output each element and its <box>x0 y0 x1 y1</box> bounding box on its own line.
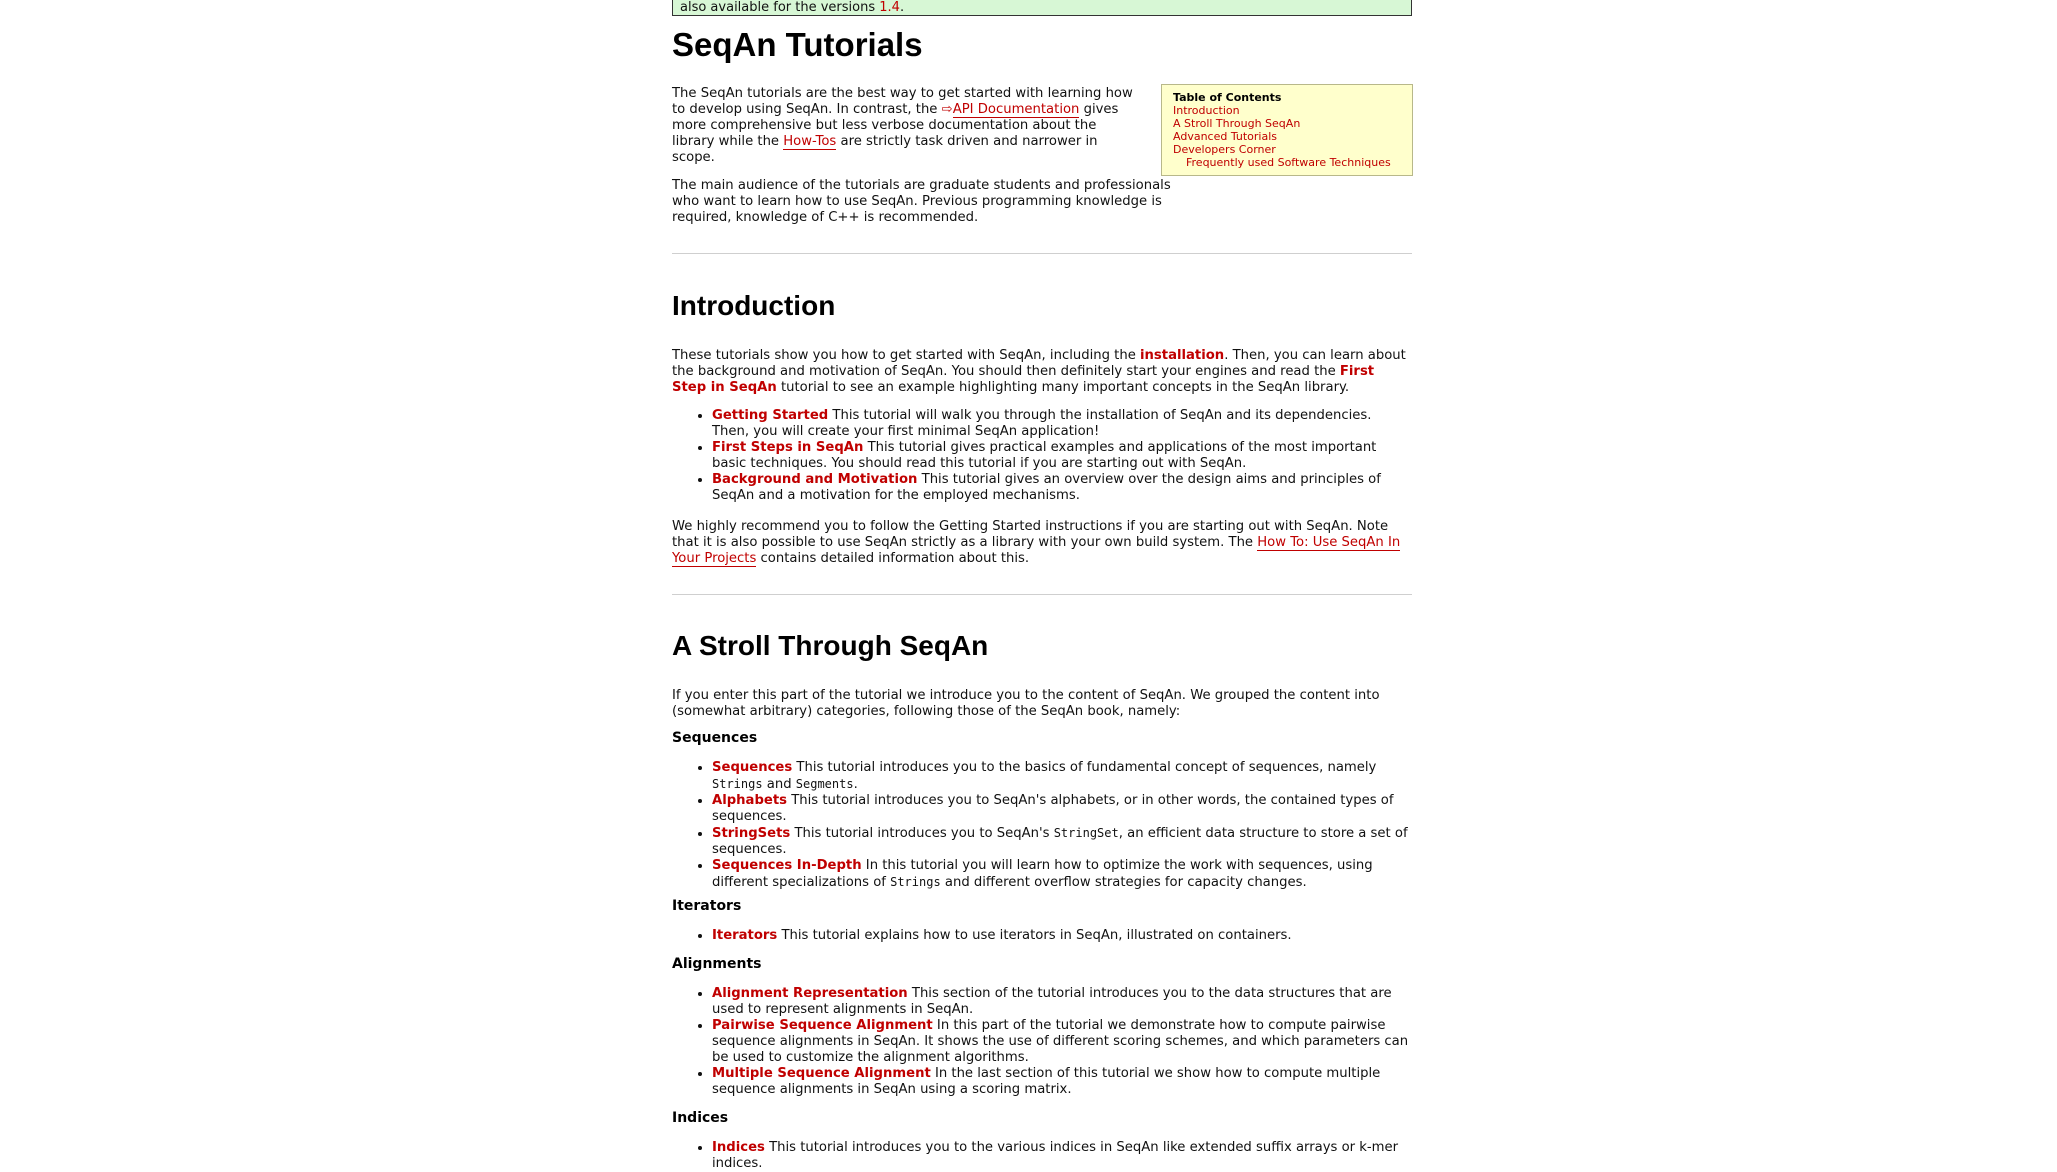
list-item: • First Steps in SeqAn This tutorial gives practical examples and applications of the most important basic techniques. You should read this tutorial if you are starting out with SeqAn. <box>712 440 1412 472</box>
stroll-heading: A Stroll Through SeqAn <box>672 630 989 661</box>
section-divider <box>672 253 1412 254</box>
introduction-paragraph: These tutorials show you how to get started with SeqAn, including the installation. Then, you can learn about the background and motivation of SeqAn. You should then definitely start your engines and read the First Step in SeqAn tutorial to see an example highlighting many important concepts in the SeqAn library. <box>672 348 1406 395</box>
introduction-heading: Introduction <box>672 290 836 321</box>
indices-link[interactable]: Indices <box>712 1140 765 1155</box>
list-item: • Background and Motivation This tutorial gives an overview over the design aims and principles of SeqAn and a motivation for the employed mechanisms. <box>712 472 1412 504</box>
first-steps-link[interactable]: First Steps in SeqAn <box>712 440 864 455</box>
list-item: • Sequences In-Depth In this tutorial you will learn how to optimize the work with sequences, using different specializations of Strings and different overflow strategies for capacity changes. <box>712 858 1412 891</box>
list-item: • Alignment Representation This section of the tutorial introduces you to the data structures that are used to represent alignments in SeqAn. <box>712 986 1412 1018</box>
notice-text: also available for the versions <box>680 0 880 15</box>
list-item: • Getting Started This tutorial will walk you through the installation of SeqAn and its dependencies. Then, you will create your first minimal SeqAn application! <box>712 408 1412 440</box>
indices-heading: Indices <box>672 1110 729 1126</box>
stroll-paragraph: If you enter this part of the tutorial we introduce you to the content of SeqAn. We grouped the content into (somewhat arbitrary) categories, following those of the SeqAn book, namely: <box>672 688 1380 719</box>
introduction-list <box>672 408 1412 504</box>
iterators-link[interactable]: Iterators <box>712 928 778 943</box>
introduction-closing: We highly recommend you to follow the Getting Started instructions if you are starting out with SeqAn. Note that it is also possible to use SeqAn strictly as a library with your own build system. The How To: Use SeqAn In Your Projects contains detailed information about this. <box>672 519 1401 566</box>
api-documentation-link[interactable]: API Documentation <box>952 102 1080 117</box>
toc-link-advanced[interactable]: Advanced Tutorials <box>1173 130 1278 143</box>
alignments-list <box>672 986 1412 1098</box>
toc-heading: Table of Contents <box>1173 91 1282 104</box>
external-link-icon: ⇨ <box>941 102 953 117</box>
multiple-alignment-link[interactable]: Multiple Sequence Alignment <box>712 1066 931 1081</box>
sequences-heading: Sequences <box>672 730 758 746</box>
how-to-use-seqan-link[interactable]: How To: Use SeqAn In Your Projects <box>672 535 1401 566</box>
iterators-heading: Iterators <box>672 898 742 914</box>
list-item: • StringSets This tutorial introduces you to SeqAn's StringSet, an efficient data structure to store a set of sequences. <box>712 825 1412 858</box>
alphabets-link[interactable]: Alphabets <box>712 793 787 808</box>
sequences-list <box>672 760 1412 891</box>
list-item: • Alphabets This tutorial introduces you to SeqAn's alphabets, or in other words, the contained types of sequences. <box>712 793 1412 825</box>
table-of-contents <box>1161 84 1413 176</box>
background-motivation-link[interactable]: Background and Motivation <box>712 472 918 487</box>
list-item: • Indices This tutorial introduces you to the various indices in SeqAn like extended suffix arrays or k-mer indices. <box>712 1140 1412 1172</box>
version-link[interactable]: 1.4 <box>879 0 900 15</box>
list-item: • Iterators This tutorial explains how to use iterators in SeqAn, illustrated on containers. <box>712 928 1412 944</box>
toc-link-introduction[interactable]: Introduction <box>1173 104 1240 117</box>
stringsets-link[interactable]: StringSets <box>712 826 791 841</box>
toc-link-stroll[interactable]: A Stroll Through SeqAn <box>1173 117 1301 130</box>
iterators-list <box>672 928 1412 944</box>
toc-link-developers[interactable]: Developers Corner <box>1173 143 1276 156</box>
first-step-link[interactable]: First Step in SeqAn <box>672 364 1375 395</box>
page-title: SeqAn Tutorials <box>672 26 923 63</box>
how-tos-link[interactable]: How-Tos <box>783 134 837 149</box>
section-divider <box>672 594 1412 595</box>
pairwise-alignment-link[interactable]: Pairwise Sequence Alignment <box>712 1018 933 1033</box>
intro-paragraph: The SeqAn tutorials are the best way to get started with learning how to develop using SeqAn. In contrast, the ⇨API Documentation gives more comprehensive but less verbose documentation about the library while the How-Tos are strictly task driven and narrower in scope. <box>672 86 1133 165</box>
alignments-heading: Alignments <box>672 956 762 972</box>
audience-paragraph: The main audience of the tutorials are graduate students and professionals who want to learn how to use SeqAn. Previous programming knowledge is required, knowledge of C++ is recommended. <box>672 178 1171 225</box>
alignment-representation-link[interactable]: Alignment Representation <box>712 986 908 1001</box>
sequences-link[interactable]: Sequences <box>712 760 793 775</box>
toc-link-techniques[interactable]: Frequently used Software Techniques <box>1186 156 1391 169</box>
installation-link[interactable]: installation <box>1140 348 1225 363</box>
sequences-in-depth-link[interactable]: Sequences In-Depth <box>712 858 862 873</box>
list-item: • Multiple Sequence Alignment In the last section of this tutorial we show how to compute multiple sequence alignments in SeqAn using a scoring matrix. <box>712 1066 1412 1098</box>
getting-started-link[interactable]: Getting Started <box>712 408 829 423</box>
version-notice: also available for the versions 1.4. <box>672 0 1412 16</box>
list-item: • Pairwise Sequence Alignment In this part of the tutorial we demonstrate how to compute pairwise sequence alignments in SeqAn. It shows the use of different scoring schemes, and which parameters can be used to customize the alignment algorithms. <box>712 1018 1412 1066</box>
list-item: • Sequences This tutorial introduces you to the basics of fundamental concept of sequences, namely Strings and Segments. <box>712 760 1412 793</box>
indices-list <box>672 1140 1412 1172</box>
